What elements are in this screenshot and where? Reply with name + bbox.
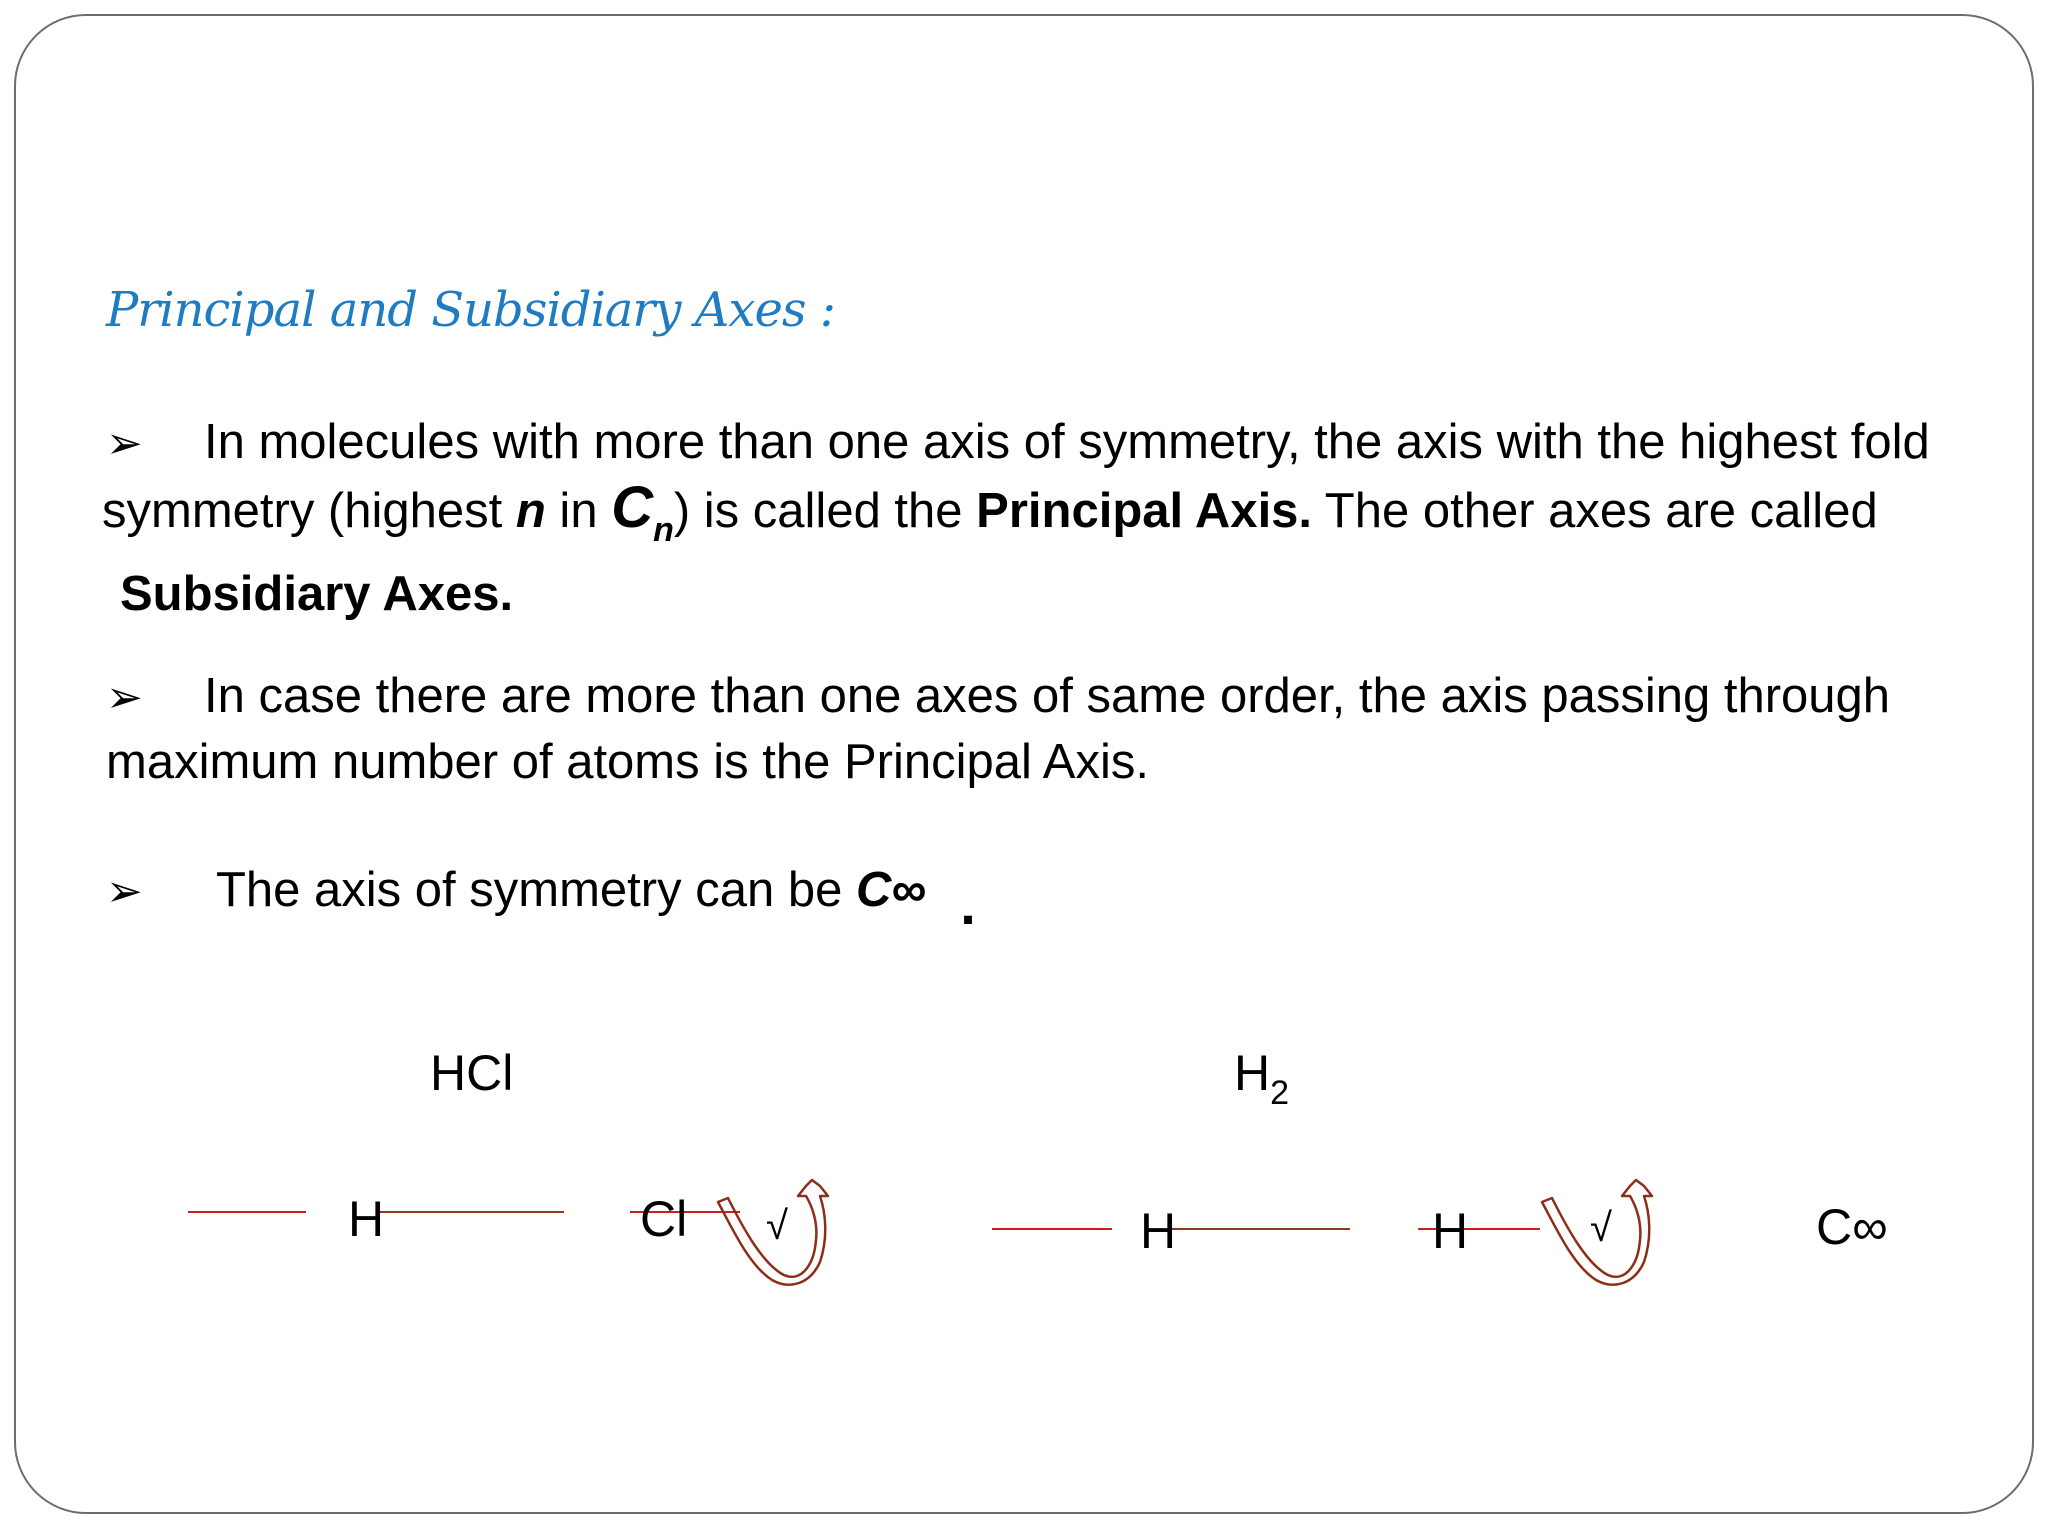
hcl-atom-cl: Cl bbox=[640, 1191, 688, 1247]
p3-line-1: ➢ The axis of symmetry can be C∞ . bbox=[106, 858, 2036, 937]
p2-line-2: maximum number of atoms is the Principal Axis. bbox=[106, 735, 1149, 789]
h2-label: $H_2$ bbox=[1234, 1045, 1290, 1112]
bullet-arrow-icon: ➢ bbox=[106, 673, 143, 722]
hcl-label: HCl bbox=[430, 1045, 514, 1101]
h2-atom-h-right: H bbox=[1432, 1203, 1469, 1259]
bullet-arrow-icon: ➢ bbox=[106, 867, 143, 916]
slide-title: Principal and Subsidiary Axes : bbox=[106, 282, 835, 338]
p1-line-3: Subsidiary Axes. bbox=[120, 567, 514, 621]
p1-line-1: ➢ In molecules with more than one axis of symmetry, the axis with the highest fold bbox=[106, 410, 2036, 476]
c-infinity-label: C∞ bbox=[1816, 1199, 1888, 1255]
p1-line-2: symmetry (highest n in $C_n$) is called the Principal Axis. The other axes are called bbox=[102, 475, 1878, 549]
hcl-atom-h: H bbox=[348, 1191, 385, 1247]
h2-atom-h-left: H bbox=[1140, 1203, 1177, 1259]
rotation-mark: √ bbox=[1590, 1206, 1612, 1250]
p2-line-1: ➢ In case there are more than one axes of same order, the axis passing through bbox=[106, 664, 2036, 730]
rotation-mark: √ bbox=[766, 1204, 788, 1248]
bullet-arrow-icon: ➢ bbox=[106, 419, 143, 468]
